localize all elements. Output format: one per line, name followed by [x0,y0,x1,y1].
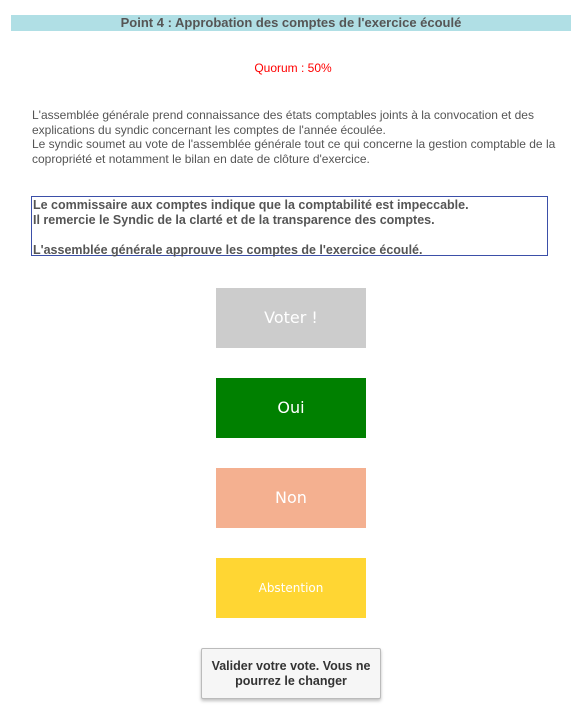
resolution-line: Il remercie le Syndic de la clarté et de la transparence des comptes. [33,213,435,227]
voter-button[interactable]: Voter ! [216,288,366,348]
description-paragraph: L'assemblée générale prend connaissance des états comptables joints à la convocation et des explications du syndic concernant les comptes de l'année écoulée. [32,108,534,137]
vote-abstention-button[interactable]: Abstention [216,558,366,618]
validate-vote-button[interactable]: Valider votre vote. Vous ne pourrez le changer [201,648,381,699]
vote-non-button[interactable]: Non [216,468,366,528]
resolution-box [31,196,548,256]
description-paragraph: Le syndic soumet au vote de l'assemblée générale tout ce qui concerne la gestion comptable de la copropriété et notamment le bilan en date de clôture d'exercice. [32,137,556,166]
resolution-line: L'assemblée générale approuve les comptes de l'exercice écoulé. [33,243,423,257]
resolution-line: Le commissaire aux comptes indique que la comptabilité est impeccable. [33,198,469,212]
point-title: Point 4 : Approbation des comptes de l'exercice écoulé [11,15,571,31]
vote-oui-button[interactable]: Oui [216,378,366,438]
quorum-label: Quorum : 50% [254,61,332,75]
resolution-spacer [33,228,547,243]
point-description [32,108,562,166]
